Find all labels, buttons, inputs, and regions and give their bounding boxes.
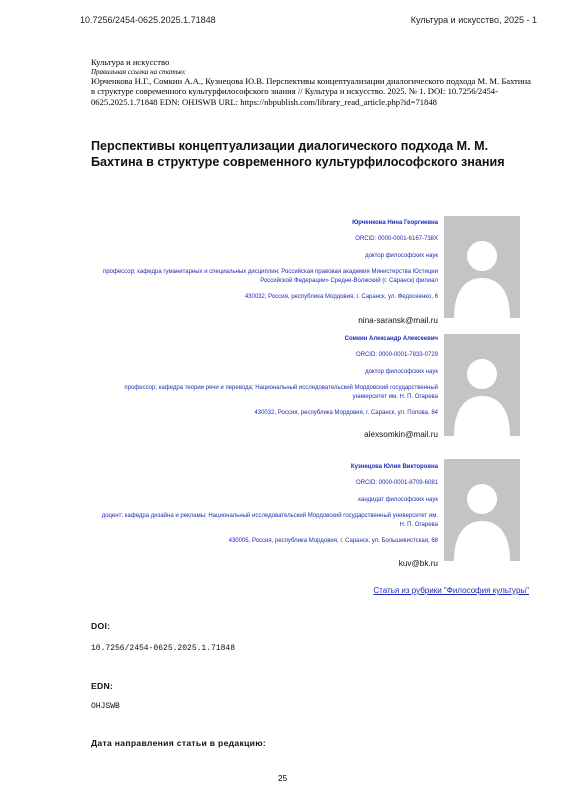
author-orcid[interactable]: ORCID: 0000-0001-7833-0729 (355, 352, 438, 359)
author-address: 430005, Россия, республика Мордовия, г. Саранск, ул. Большевистская, 68 (228, 538, 438, 545)
author-address: 430032, Россия, республика Мордовия, г. Саранск, ул. Федосеенко, 6 (244, 294, 438, 301)
author-photo-placeholder (444, 334, 520, 436)
author-info (100, 335, 438, 417)
header-journal: Культура и искусство, 2025 - 1 (410, 15, 537, 25)
person-silhouette-icon (444, 216, 520, 318)
author-info (100, 463, 438, 545)
citation-text: Юрченкова Н.Г., Сомкин А.А., Кузнецова Ю.В. Перспективы концептуализации диалогического подхода М. М. Бахтина в структуре современного культурфилософского знания // Культура и искусство. 2025. № 1. DOI: 10.7256/2454-0625.2025.1.71848 EDN: OHJSWB URL: https://nbpublish.com/library_read_article.php?id=71848 (91, 75, 531, 107)
rubric-link[interactable]: Статья из рубрики "Философия культуры" (373, 586, 529, 595)
author-name: Сомкин Александр Алексеевич (344, 336, 438, 342)
author-email[interactable]: alexsomkin@mail.ru (364, 430, 438, 439)
header-doi: 10.7256/2454-0625.2025.1.71848 (80, 15, 216, 25)
author-photo-placeholder (444, 216, 520, 318)
author-name: Кузнецова Юлия Викторовна (350, 464, 438, 470)
doi-value: 10.7256/2454-0625.2025.1.71848 (91, 644, 236, 653)
author-orcid[interactable]: ORCID: 0000-0001-8709-6081 (355, 480, 438, 487)
person-silhouette-icon (444, 459, 520, 561)
author-orcid[interactable]: ORCID: 0000-0001-6167-738X (355, 236, 438, 243)
author-position: профессор; кафедра гуманитарных и специальных дисциплин; Российская правовая академия Министерства Юстиции Российской Федерации» Средне-Волжский (г. Саранск) филиал (102, 269, 438, 284)
author-position: профессор; кафедра теории речи и перевода; Национальный исследовательский Мордовский государственный университет им. Н. П. Огарева (124, 385, 438, 400)
page-number: 25 (277, 773, 288, 783)
citation-journal: Культура и искусство (91, 57, 170, 67)
person-silhouette-icon (444, 334, 520, 436)
citation-label: Правильная ссылка на статью: (91, 67, 187, 76)
author-info (100, 219, 438, 301)
author-card (100, 216, 543, 336)
doi-label: DOI: (91, 621, 111, 631)
author-email[interactable]: kuv@bk.ru (398, 559, 438, 568)
citation-block (91, 57, 531, 107)
author-email[interactable]: nina-saransk@mail.ru (358, 316, 438, 325)
author-position: доцент; кафедра дизайна и рекламы; Национальный исследовательский Мордовский государственный университет им. Н. П. Огарева (101, 513, 438, 528)
author-address: 430032, Россия, республика Мордовия, г. Саранск, ул. Попова, 84 (254, 410, 438, 417)
author-name: Юрченкова Нина Георгиевна (352, 220, 438, 226)
author-degree: доктор философских наук (365, 252, 438, 259)
author-card (100, 459, 543, 579)
author-photo-placeholder (444, 459, 520, 561)
edn-value: OHJSWB (91, 702, 120, 711)
author-card (100, 334, 543, 454)
article-title: Перспективы концептуализации диалогического подхода М. М. Бахтина в структуре современного культурфилософского знания (91, 139, 505, 169)
author-degree: кандидат философских наук (358, 496, 438, 503)
submission-date-label: Дата направления статьи в редакцию: (91, 738, 267, 748)
edn-label: EDN: (91, 681, 114, 691)
author-degree: доктор философских наук (365, 368, 438, 375)
